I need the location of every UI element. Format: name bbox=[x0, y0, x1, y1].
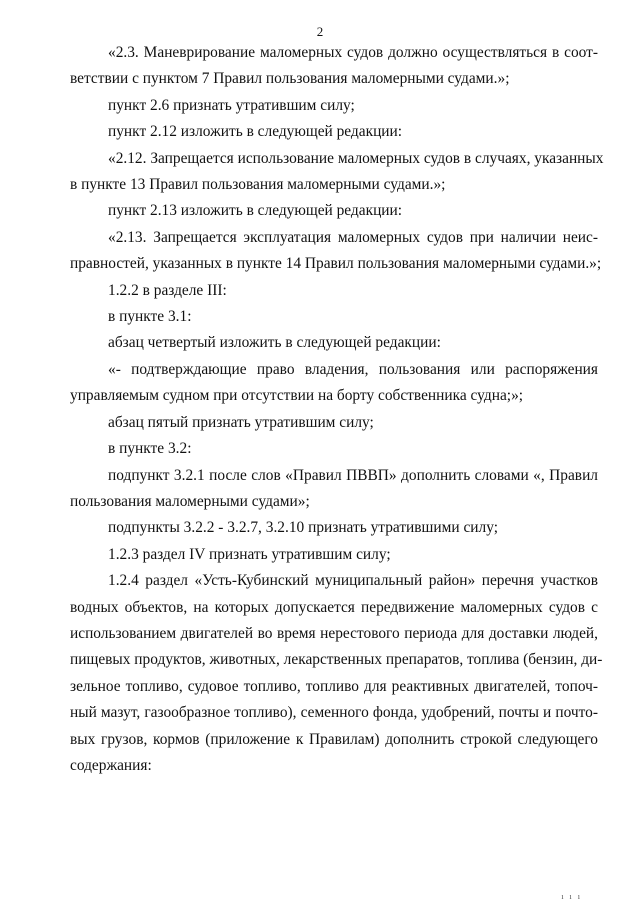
paragraph-line: ный мазут, газообразное топливо), семенного фонда, удобрений, почты и почто- bbox=[70, 704, 598, 722]
paragraph-line: пользования маломерными судами»; bbox=[70, 492, 310, 510]
paragraph bbox=[70, 198, 598, 224]
paragraph-line: абзац пятый признать утратившим силу; bbox=[108, 413, 374, 431]
paragraph-line: «- подтверждающие право владения, пользования или распоряжения bbox=[108, 360, 598, 378]
paragraph-line: водных объектов, на которых допускается передвижение маломерных судов с bbox=[70, 598, 598, 616]
paragraph-line: управляемым судном при отсутствии на борту собственника судна;»; bbox=[70, 387, 524, 405]
paragraph-line: правностей, указанных в пункте 14 Правил пользования маломерными судами.»; bbox=[70, 255, 602, 273]
paragraph bbox=[70, 93, 598, 119]
paragraph bbox=[70, 278, 598, 304]
paragraph bbox=[70, 146, 604, 199]
paragraph-line: «2.3. Маневрирование маломерных судов должно осуществляться в соот- bbox=[108, 44, 598, 61]
paragraph-line: пункт 2.13 изложить в следующей редакции: bbox=[108, 202, 403, 220]
paragraph bbox=[70, 225, 602, 278]
paragraph-line: в пункте 13 Правил пользования маломерными судами.»; bbox=[70, 176, 446, 194]
paragraph-line: вых грузов, кормов (приложение к Правилам) дополнить строкой следующего bbox=[70, 730, 598, 748]
paragraph bbox=[70, 119, 598, 145]
paragraph-line: «2.13. Запрещается эксплуатация маломерных судов при наличии неис- bbox=[108, 228, 598, 246]
page-number: 2 bbox=[316, 24, 324, 39]
paragraph bbox=[70, 304, 598, 330]
paragraph-line: подпункт 3.2.1 после слов «Правил ПВВП» дополнить словами «, Правил bbox=[108, 466, 598, 484]
paragraph-line: подпункты 3.2.2 - 3.2.7, 3.2.10 признать утратившими силу; bbox=[108, 519, 498, 537]
paragraph-line: 1.2.2 в разделе III: bbox=[108, 281, 227, 299]
paragraph-line: содержания: bbox=[70, 756, 152, 774]
paragraph-line: в пункте 3.2: bbox=[108, 440, 192, 458]
paragraph-line: абзац четвертый изложить в следующей редакции: bbox=[108, 334, 441, 352]
paragraph bbox=[70, 515, 598, 541]
document-body bbox=[70, 40, 604, 779]
paragraph-line: пищевых продуктов, животных, лекарственных препаратов, топлива (бензин, ди- bbox=[70, 651, 603, 669]
paragraph-line: пункт 2.12 изложить в следующей редакции: bbox=[108, 123, 403, 141]
paragraph-line: ветствии с пунктом 7 Правил пользования маломерными судами.»; bbox=[70, 70, 510, 88]
paragraph bbox=[70, 436, 598, 462]
paragraph-line: «2.12. Запрещается использование маломерных судов в случаях, указанных bbox=[108, 149, 604, 167]
paragraph-line: зельное топливо, судовое топливо, топливо для реактивных двигателей, топоч- bbox=[70, 677, 598, 695]
paragraph bbox=[70, 357, 598, 410]
paragraph-line: 1.2.3 раздел IV признать утратившим силу; bbox=[108, 545, 391, 563]
paragraph bbox=[70, 568, 603, 779]
paragraph-line: пункт 2.6 признать утратившим силу; bbox=[108, 96, 355, 114]
paragraph-line: использованием двигателей во время нерестового периода для доставки людей, bbox=[70, 624, 598, 642]
paragraph bbox=[70, 410, 598, 436]
paragraph bbox=[70, 463, 598, 516]
paragraph bbox=[70, 542, 598, 568]
paragraph-line: в пункте 3.1: bbox=[108, 308, 192, 326]
corner-mark: ı ı ı bbox=[561, 892, 582, 901]
paragraph bbox=[70, 40, 598, 93]
paragraph bbox=[70, 330, 598, 356]
paragraph-line: 1.2.4 раздел «Усть-Кубинский муниципальный район» перечня участков bbox=[108, 572, 598, 590]
